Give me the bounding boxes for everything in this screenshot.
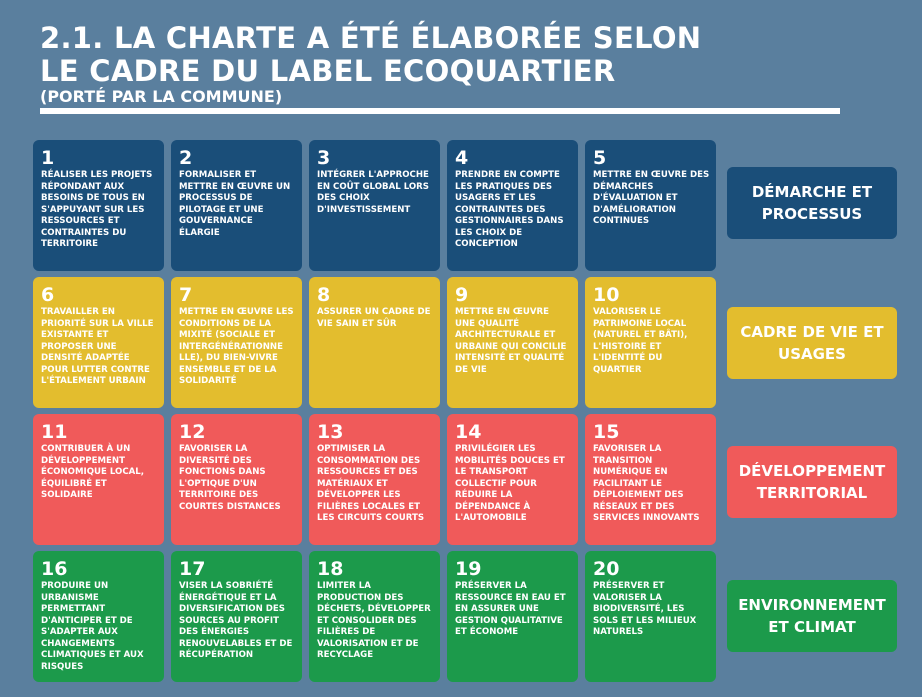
objective-card-9 — [447, 277, 578, 408]
category-demarche-processus: DÉMARCHE ET PROCESSUS — [727, 167, 897, 239]
objective-card-1 — [33, 140, 164, 271]
objective-text: FAVORISER LA DIVERSITÉ DES FONCTIONS DANS L'OPTIQUE D'UN TERRITOIRE DES COURTES DISTANCES — [179, 444, 281, 512]
objective-number: 13 — [317, 421, 344, 443]
objective-card-6 — [33, 277, 164, 408]
objective-card-2 — [171, 140, 302, 271]
objective-card-16 — [33, 551, 164, 682]
objective-text: TRAVAILLER EN PRIORITÉ SUR LA VILLE EXISTANTE ET PROPOSER UNE DENSITÉ ADAPTÉE POUR LUTTER CONTRE L'ÉTALEMENT URBAIN — [41, 307, 154, 386]
objective-number: 20 — [593, 558, 620, 580]
objective-card-19 — [447, 551, 578, 682]
objective-text: VALORISER LE PATRIMOINE LOCAL (NATUREL ET BÂTI), L'HISTOIRE ET L'IDENTITÉ DU QUARTIER — [593, 307, 688, 375]
title-subtitle: (PORTÉ PAR LA COMMUNE) — [40, 87, 283, 106]
objective-text: PRODUIRE UN URBANISME PERMETTANT D'ANTICIPER ET DE S'ADAPTER AUX CHANGEMENTS CLIMATIQUES ET AUX RISQUES — [41, 581, 144, 672]
objective-text: INTÉGRER L'APPROCHE EN COÛT GLOBAL LORS DES CHOIX D'INVESTISSEMENT — [317, 170, 429, 215]
objective-number: 9 — [455, 284, 469, 306]
objective-text: METTRE EN ŒUVRE LES CONDITIONS DE LA MIXITÉ (SOCIALE ET INTERGÉNÉRATIONNE LLE), DU BIEN-VIVRE ENSEMBLE ET DE LA SOLIDARITÉ — [179, 307, 294, 386]
objective-number: 15 — [593, 421, 620, 443]
objective-card-20 — [585, 551, 716, 682]
objective-card-14 — [447, 414, 578, 545]
objective-card-7 — [171, 277, 302, 408]
objective-number: 16 — [41, 558, 68, 580]
objective-number: 4 — [455, 147, 469, 169]
objective-number: 1 — [41, 147, 55, 169]
category-developpement-territorial: DÉVELOPPEMENT TERRITORIAL — [727, 446, 897, 518]
objective-number: 5 — [593, 147, 607, 169]
objective-number: 19 — [455, 558, 482, 580]
objective-text: PRENDRE EN COMPTE LES PRATIQUES DES USAGERS ET LES CONTRAINTES DES GESTIONNAIRES DANS LES CHOIX DE CONCEPTION — [455, 170, 564, 249]
page-title — [40, 22, 701, 106]
objective-number: 10 — [593, 284, 620, 306]
objective-number: 3 — [317, 147, 331, 169]
objective-text: METTRE EN ŒUVRE UNE QUALITÉ ARCHITECTURALE ET URBAINE QUI CONCILIE INTENSITÉ ET QUALITÉ DE VIE — [455, 307, 567, 375]
objective-text: METTRE EN ŒUVRE DES DÉMARCHES D'ÉVALUATION ET D'AMÉLIORATION CONTINUES — [593, 170, 710, 226]
objective-number: 14 — [455, 421, 482, 443]
objective-card-15 — [585, 414, 716, 545]
objective-number: 17 — [179, 558, 206, 580]
objective-text: RÉALISER LES PROJETS RÉPONDANT AUX BESOINS DE TOUS EN S'APPUYANT SUR LES RESSOURCES ET CONTRAINTES DU TERRITOIRE — [41, 170, 153, 249]
objective-text: FAVORISER LA TRANSITION NUMÉRIQUE EN FACILITANT LE DÉPLOIEMENT DES RÉSEAUX ET DES SERVICES INNOVANTS — [593, 444, 700, 523]
objective-card-5 — [585, 140, 716, 271]
title-underline — [40, 108, 840, 114]
objective-text: CONTRIBUER À UN DÉVELOPPEMENT ÉCONOMIQUE LOCAL, ÉQUILIBRÉ ET SOLIDAIRE — [41, 444, 145, 500]
objective-card-8 — [309, 277, 440, 408]
objective-card-11 — [33, 414, 164, 545]
objective-text: FORMALISER ET METTRE EN ŒUVRE UN PROCESSUS DE PILOTAGE ET UNE GOUVERNANCE ÉLARGIE — [179, 170, 291, 238]
objective-card-4 — [447, 140, 578, 271]
objective-card-3 — [309, 140, 440, 271]
title-line-2: LE CADRE DU LABEL ECOQUARTIER — [40, 54, 616, 88]
objective-number: 8 — [317, 284, 331, 306]
category-environnement-climat: ENVIRONNEMENT ET CLIMAT — [727, 580, 897, 652]
objective-number: 6 — [41, 284, 55, 306]
objective-number: 2 — [179, 147, 193, 169]
objective-card-13 — [309, 414, 440, 545]
objective-card-18 — [309, 551, 440, 682]
objectives-grid — [33, 140, 716, 682]
objective-card-10 — [585, 277, 716, 408]
objective-text: LIMITER LA PRODUCTION DES DÉCHETS, DÉVELOPPER ET CONSOLIDER DES FILIÈRES DE VALORISATION ET DE RECYCLAGE — [317, 581, 431, 660]
objective-text: ASSURER UN CADRE DE VIE SAIN ET SÛR — [317, 307, 431, 329]
objective-text: PRÉSERVER LA RESSOURCE EN EAU ET EN ASSURER UNE GESTION QUALITATIVE ET ÉCONOME — [455, 581, 566, 637]
objective-card-17 — [171, 551, 302, 682]
objective-number: 12 — [179, 421, 206, 443]
objective-text: PRIVILÉGIER LES MOBILITÉS DOUCES ET LE TRANSPORT COLLECTIF POUR RÉDUIRE LA DÉPENDANCE À L'AUTOMOBILE — [455, 444, 565, 523]
title-line-1: 2.1. LA CHARTE A ÉTÉ ÉLABORÉE SELON — [40, 21, 702, 55]
objective-card-12 — [171, 414, 302, 545]
objective-text: OPTIMISER LA CONSOMMATION DES RESSOURCES ET DES MATÉRIAUX ET DÉVELOPPER LES FILIÈRES LOCALES ET LES CIRCUITS COURTS — [317, 444, 425, 523]
category-cadre-de-vie: CADRE DE VIE ET USAGES — [727, 307, 897, 379]
objective-number: 7 — [179, 284, 193, 306]
objective-text: PRÉSERVER ET VALORISER LA BIODIVERSITÉ, LES SOLS ET LES MILIEUX NATURELS — [593, 581, 697, 637]
objective-text: VISER LA SOBRIÉTÉ ÉNERGÉTIQUE ET LA DIVERSIFICATION DES SOURCES AU PROFIT DES ÉNERGIES RENOUVELABLES ET DE RÉCUPÉRATION — [179, 581, 293, 660]
objective-number: 11 — [41, 421, 68, 443]
objective-number: 18 — [317, 558, 344, 580]
